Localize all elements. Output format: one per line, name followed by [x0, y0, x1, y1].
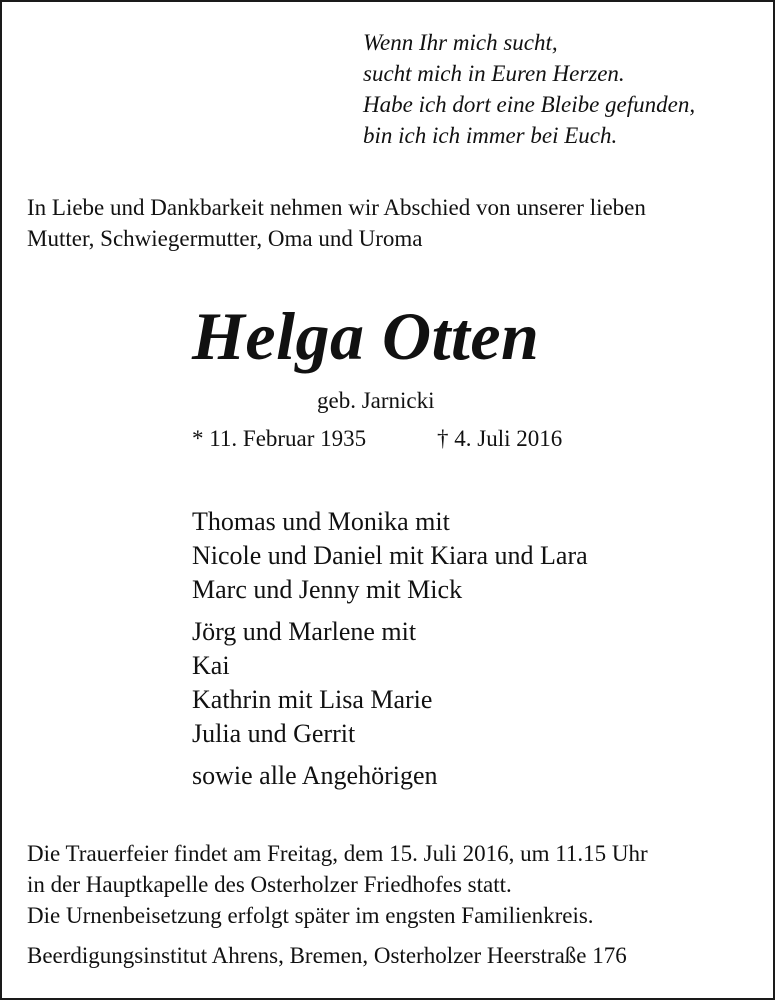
death-date: † 4. Juli 2016: [437, 426, 563, 451]
deceased-name: Helga Otten: [192, 298, 540, 374]
mourner-line: Kai: [192, 651, 230, 680]
poem-line: bin ich ich immer bei Euch.: [363, 123, 618, 148]
intro-text: [27, 192, 757, 254]
mourner-line: Nicole und Daniel mit Kiara und Lara: [192, 541, 588, 570]
mourner-line: Julia und Gerrit: [192, 719, 356, 748]
mourner-line: Marc und Jenny mit Mick: [192, 575, 463, 604]
mourner-line: Jörg und Marlene mit: [192, 617, 417, 646]
maiden-name: geb. Jarnicki: [317, 388, 435, 413]
mourner-line: Thomas und Monika mit: [192, 507, 450, 536]
other-relatives: sowie alle Angehörigen: [192, 761, 438, 790]
ceremony-line: Die Trauerfeier findet am Freitag, dem 15. Juli 2016, um 11.15 Uhr: [27, 841, 648, 866]
poem: [363, 27, 695, 151]
intro-line: In Liebe und Dankbarkeit nehmen wir Abschied von unserer lieben: [27, 195, 646, 220]
birth-date: * 11. Februar 1935: [192, 426, 367, 451]
poem-line: Habe ich dort eine Bleibe gefunden,: [363, 92, 696, 117]
poem-line: sucht mich in Euren Herzen.: [363, 61, 625, 86]
ceremony-line: Die Urnenbeisetzung erfolgt später im engsten Familienkreis.: [27, 903, 594, 928]
undertaker-info: Beerdigungsinstitut Ahrens, Bremen, Osterholzer Heerstraße 176: [27, 943, 627, 968]
intro-line: Mutter, Schwiegermutter, Oma und Uroma: [27, 226, 423, 251]
ceremony-line: in der Hauptkapelle des Osterholzer Friedhofes statt.: [27, 872, 512, 897]
ceremony-details: [27, 838, 648, 931]
poem-line: Wenn Ihr mich sucht,: [363, 30, 558, 55]
mourners-list: [192, 505, 588, 793]
mourner-line: Kathrin mit Lisa Marie: [192, 685, 433, 714]
life-dates: [192, 424, 562, 454]
